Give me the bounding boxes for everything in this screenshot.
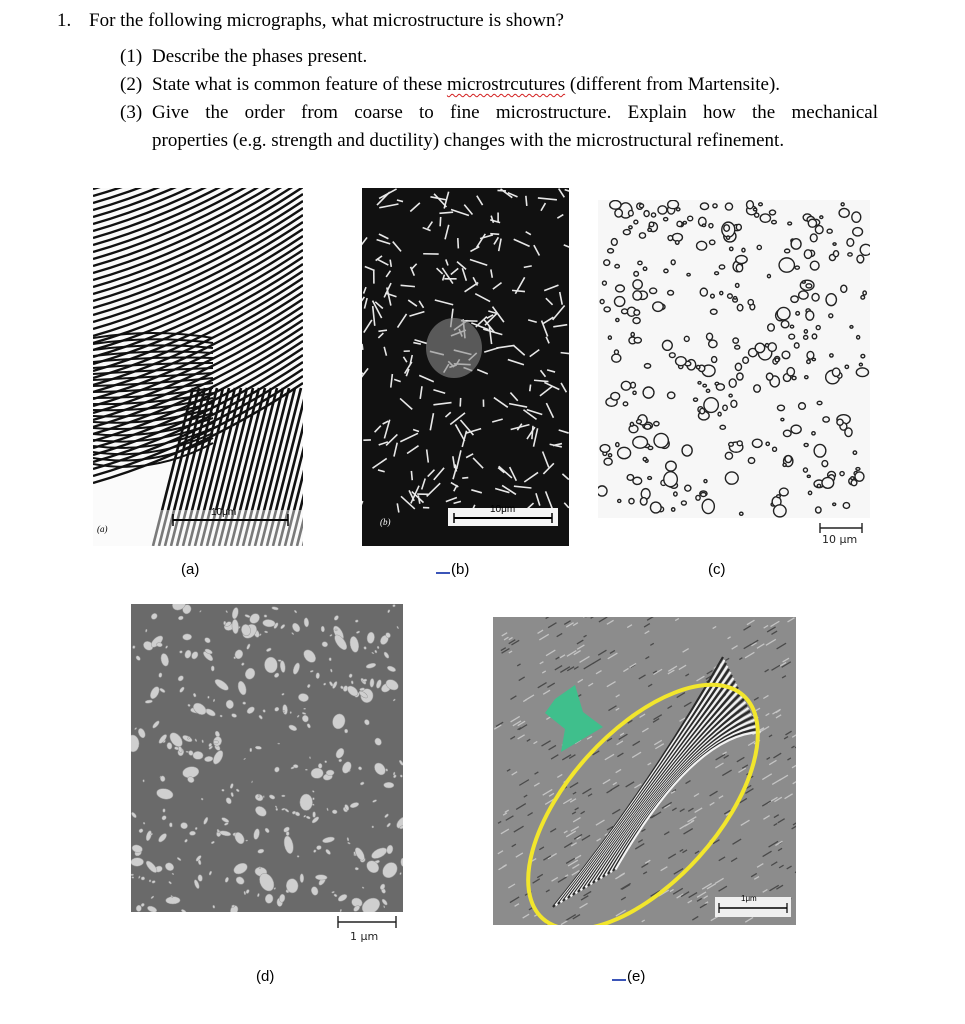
sub-question-text: Describe the phases present. [152,46,368,67]
caption-c: (c) [708,561,726,578]
micrograph-d [131,604,403,912]
caption-d: (d) [256,968,275,985]
link-anchor-icon [436,572,450,574]
sub-question-text-after: (different from Martensite). [565,74,781,95]
caption-e[interactable] [612,968,645,985]
question-number: 1. [57,10,72,31]
sub-question-3-line1: Give the order from coarse to fine microstructure. Explain how the mechanical [152,102,878,123]
sub-question-index: (2) [120,74,143,95]
scalebar-d [336,915,398,929]
sub-question-index: (3) [120,102,143,123]
scale-label-b: 10μm [490,504,516,515]
caption-a: (a) [181,561,200,578]
scale-label-c: 10 μm [822,533,858,546]
caption-b[interactable] [436,561,469,578]
scale-label-d: 1 μm [350,930,379,943]
panel-letter-a: (a) [97,524,108,534]
scale-label-e: 1μm [741,894,757,903]
sub-question-3-index [120,98,152,127]
micrograph-e [493,617,796,925]
sub-question-2 [120,70,780,99]
panel-letter-b: (b) [380,517,391,527]
sub-question-index: (1) [120,46,143,67]
sub-question-text-before: State what is common feature of these [152,74,447,95]
question-stem: For the following micrographs, what microstructure is shown? [89,10,564,31]
micrograph-b [362,188,569,546]
micrograph-a [93,188,303,546]
link-anchor-icon [612,979,626,981]
misspelled-word[interactable]: microstrcutures [446,74,566,95]
scale-label-a: 10μm [211,507,237,518]
caption-b-text: (b) [451,561,470,578]
sub-question-3-line2: properties (e.g. strength and ductility) changes with the microstructural refinement. [152,130,785,151]
micrograph-c [598,200,870,518]
sub-question-1 [120,42,367,71]
caption-e-text: (e) [627,968,646,985]
